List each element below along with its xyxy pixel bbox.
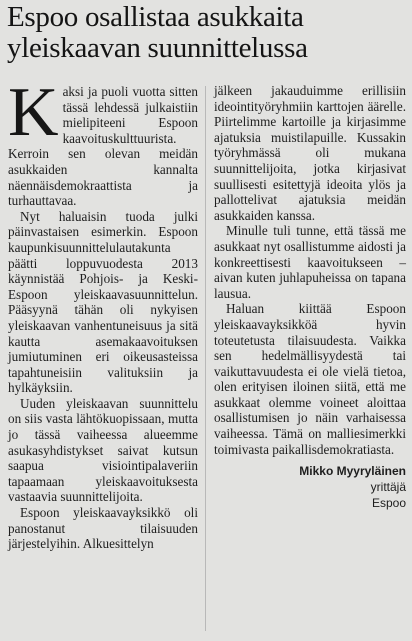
paragraph-1: Kaksi ja puoli vuotta sitten tässä lehdessä julkaistiin mielipiteeni Espoon kaavoituskulttuurista. Kerroin sen olevan meidän asukkaiden kannalta näennäisdemokraattista ja turhauttavaa. <box>8 74 198 209</box>
author-name: Mikko Myyryläinen <box>299 464 406 479</box>
author-place: Espoo <box>371 496 406 511</box>
paragraph-4: Espoon yleiskaavayksikkö oli panostanut tilaisuuden järjestelyihin. Alkuesittelyn <box>8 505 198 552</box>
paragraph-2: Nyt haluaisin tuoda julki päinvastaisen esimerkin. Espoon kaupunkisuunnittelulautakunta päätti loppuvuodesta 2013 käynnistää Pohjois- ja Keski-Espoon yleiskaavasuunnittelun. Pääsyynä tähän oli nykyisen yleiskaavan vanhentuneisuus ja sitä kautta asemakaavoituksen jumiutuminen eri oikeusasteissa tapahtuneisiin valituksiin ja hylkäyksiin. <box>8 208 198 396</box>
headline: Espoo osallistaa asukkaita yleiskaavan suunnittelussa <box>7 1 308 64</box>
author-role: yrittäjä <box>370 480 406 495</box>
dropcap: K <box>8 74 59 151</box>
paragraph-6: Minulle tuli tunne, että tässä me asukkaat nyt osallistumme aidosti ja konkreettisesti kaavoitukseen – aivan kuten juhlapuheissa on tapana lausua. <box>214 223 406 301</box>
column-divider <box>205 86 206 631</box>
right-column <box>214 83 406 511</box>
left-column <box>8 74 198 552</box>
paragraph-5: jälkeen jakauduimme erillisiin ideointityöryhmiin karttojen äärelle. Piirtelimme kartoille ja kirjasimme ajatuksia muistilapuille. Kussakin työryhmässä oli mukana suunnittelijoita, jotka kirjasivat suullisesti esitettyjä ideoita ylös ja pallottelivat ajatuksia meidän asukkaiden kanssa. <box>214 83 406 223</box>
signature <box>214 463 406 511</box>
paragraph-7: Haluan kiittää Espoon yleiskaavayksikköä hyvin toteutetusta tilaisuudesta. Vaikka sen hedelmällisyydestä tai vaikuttavuudesta ei ole vielä tietoa, olen erityisen iloinen siitä, että me asukkaat olemme voineet aloittaa osallistumisen jo näin varhaisessa vaiheessa. Tämä on malliesimerkki toimivasta paikallisdemokratiasta. <box>214 301 406 457</box>
paragraph-3: Uuden yleiskaavan suunnittelu on siis vasta lähtökuopissaan, mutta jo tässä vaiheessa alueemme asukasyhdistykset saivat kutsun saapua visiointipalaveriin tapaamaan yleiskaavoituksesta vastaavia suunnittelijoita. <box>8 395 198 505</box>
